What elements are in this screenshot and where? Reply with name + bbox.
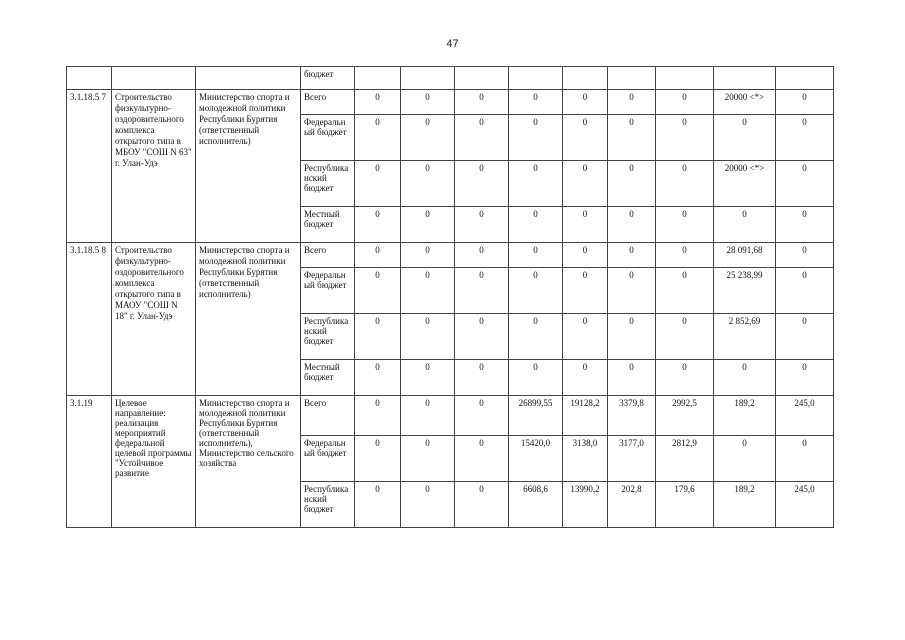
value-cell: 0 [401, 268, 455, 314]
value-cell: 0 [608, 115, 656, 161]
funding-source: бюджет [301, 67, 355, 90]
continuation-row [67, 67, 834, 90]
value-cell: 0 [608, 314, 656, 360]
value-cell: 0 [656, 115, 714, 161]
value-cell: 3177,0 [608, 436, 656, 482]
value-cell: 202,8 [608, 482, 656, 528]
empty-cell [509, 67, 563, 90]
value-cell: 0 [401, 436, 455, 482]
value-cell: 0 [455, 396, 509, 436]
value-cell: 3379,8 [608, 396, 656, 436]
value-cell: 0 [401, 396, 455, 436]
value-cell: 2992,5 [656, 396, 714, 436]
funding-source: Всего [301, 243, 355, 268]
value-cell: 0 [714, 436, 776, 482]
value-cell: 0 [776, 207, 834, 243]
value-cell: 0 [776, 314, 834, 360]
value-cell: 0 [714, 207, 776, 243]
value-cell: 0 [656, 243, 714, 268]
value-cell: 0 [608, 268, 656, 314]
value-cell: 25 238,99 [714, 268, 776, 314]
value-cell: 0 [714, 115, 776, 161]
value-cell: 0 [563, 243, 608, 268]
value-cell: 0 [563, 314, 608, 360]
value-cell: 0 [401, 360, 455, 396]
funding-source: Местный бюджет [301, 360, 355, 396]
value-cell: 0 [714, 360, 776, 396]
value-cell: 0 [401, 161, 455, 207]
value-cell: 0 [355, 161, 401, 207]
value-cell: 0 [656, 90, 714, 115]
value-cell: 0 [776, 360, 834, 396]
value-cell: 20000 <*> [714, 90, 776, 115]
value-cell: 20000 <*> [714, 161, 776, 207]
value-cell: 13990,2 [563, 482, 608, 528]
value-cell: 2812,9 [656, 436, 714, 482]
funding-source: Всего [301, 396, 355, 436]
value-cell: 0 [355, 314, 401, 360]
value-cell: 0 [776, 268, 834, 314]
empty-cell [355, 67, 401, 90]
value-cell: 0 [776, 115, 834, 161]
value-cell: 0 [455, 90, 509, 115]
value-cell: 0 [656, 161, 714, 207]
value-cell: 0 [608, 360, 656, 396]
value-cell: 0 [401, 115, 455, 161]
value-cell: 0 [776, 243, 834, 268]
item-name: Целевое направление: реализация мероприятий федеральной целевой программы "Устойчивое развитие [112, 396, 196, 528]
value-cell: 0 [401, 207, 455, 243]
funding-source: Федеральный бюджет [301, 115, 355, 161]
value-cell: 0 [563, 90, 608, 115]
value-cell: 0 [509, 207, 563, 243]
value-cell: 2 852,69 [714, 314, 776, 360]
value-cell: 0 [355, 360, 401, 396]
funding-source: Местный бюджет [301, 207, 355, 243]
value-cell: 0 [608, 90, 656, 115]
value-cell: 0 [656, 268, 714, 314]
value-cell: 0 [455, 207, 509, 243]
value-cell: 0 [509, 161, 563, 207]
funding-source: Республиканский бюджет [301, 482, 355, 528]
value-cell: 0 [455, 268, 509, 314]
value-cell: 26899,55 [509, 396, 563, 436]
value-cell: 0 [776, 436, 834, 482]
funding-source: Федеральный бюджет [301, 436, 355, 482]
value-cell: 0 [401, 314, 455, 360]
funding-source: Всего [301, 90, 355, 115]
item-executor: Министерство спорта и молодежной политики Республики Бурятия (ответственный исполнитель) [196, 243, 301, 396]
value-cell: 0 [776, 161, 834, 207]
empty-cell [563, 67, 608, 90]
value-cell: 15420,0 [509, 436, 563, 482]
value-cell: 0 [401, 243, 455, 268]
item-name: Строительство физкультурно-оздоровительного комплекса открытого типа в МБОУ "СОШ N 63" г. Улан-Удэ [112, 90, 196, 243]
value-cell: 0 [355, 482, 401, 528]
empty-cell [112, 67, 196, 90]
value-cell: 0 [776, 90, 834, 115]
table-row [67, 243, 834, 268]
value-cell: 0 [563, 268, 608, 314]
empty-cell [608, 67, 656, 90]
value-cell: 0 [401, 482, 455, 528]
value-cell: 245,0 [776, 396, 834, 436]
table-row [67, 396, 834, 436]
empty-cell [196, 67, 301, 90]
value-cell: 179,6 [656, 482, 714, 528]
value-cell: 0 [656, 207, 714, 243]
funding-source: Федеральный бюджет [301, 268, 355, 314]
value-cell: 0 [455, 314, 509, 360]
empty-cell [776, 67, 834, 90]
value-cell: 3138,0 [563, 436, 608, 482]
value-cell: 0 [355, 90, 401, 115]
value-cell: 245,0 [776, 482, 834, 528]
value-cell: 19128,2 [563, 396, 608, 436]
item-code: 3.1.19 [67, 396, 112, 528]
value-cell: 28 091,68 [714, 243, 776, 268]
item-executor: Министерство спорта и молодежной политики Республики Бурятия (ответственный исполнитель) [196, 90, 301, 243]
item-code: 3.1.18.5 7 [67, 90, 112, 243]
page-number: 47 [446, 38, 459, 50]
budget-table [66, 66, 834, 528]
table-row [67, 90, 834, 115]
value-cell: 0 [455, 482, 509, 528]
value-cell: 0 [355, 396, 401, 436]
empty-cell [714, 67, 776, 90]
item-code: 3.1.18.5 8 [67, 243, 112, 396]
value-cell: 0 [455, 243, 509, 268]
value-cell: 0 [509, 314, 563, 360]
funding-source: Республиканский бюджет [301, 314, 355, 360]
value-cell: 0 [355, 115, 401, 161]
item-executor: Министерство спорта и молодежной политики Республики Бурятия (ответственный исполнитель), Министерство сельского хозяйства [196, 396, 301, 528]
value-cell: 0 [509, 360, 563, 396]
value-cell: 0 [355, 243, 401, 268]
value-cell: 0 [608, 207, 656, 243]
empty-cell [401, 67, 455, 90]
value-cell: 0 [455, 161, 509, 207]
value-cell: 0 [401, 90, 455, 115]
value-cell: 0 [656, 314, 714, 360]
value-cell: 0 [608, 243, 656, 268]
value-cell: 0 [563, 207, 608, 243]
value-cell: 0 [509, 90, 563, 115]
value-cell: 0 [509, 115, 563, 161]
empty-cell [67, 67, 112, 90]
value-cell: 0 [355, 207, 401, 243]
value-cell: 0 [509, 243, 563, 268]
value-cell: 0 [563, 161, 608, 207]
item-name: Строительство физкультурно-оздоровительного комплекса открытого типа в МАОУ "СОШ N 18" г. Улан-Удэ [112, 243, 196, 396]
value-cell: 6608,6 [509, 482, 563, 528]
value-cell: 189,2 [714, 396, 776, 436]
value-cell: 0 [563, 360, 608, 396]
value-cell: 0 [455, 115, 509, 161]
value-cell: 0 [608, 161, 656, 207]
empty-cell [455, 67, 509, 90]
value-cell: 0 [455, 360, 509, 396]
value-cell: 0 [355, 436, 401, 482]
value-cell: 0 [355, 268, 401, 314]
value-cell: 0 [656, 360, 714, 396]
value-cell: 0 [563, 115, 608, 161]
funding-source: Республиканский бюджет [301, 161, 355, 207]
value-cell: 0 [509, 268, 563, 314]
value-cell: 0 [455, 436, 509, 482]
empty-cell [656, 67, 714, 90]
value-cell: 189,2 [714, 482, 776, 528]
